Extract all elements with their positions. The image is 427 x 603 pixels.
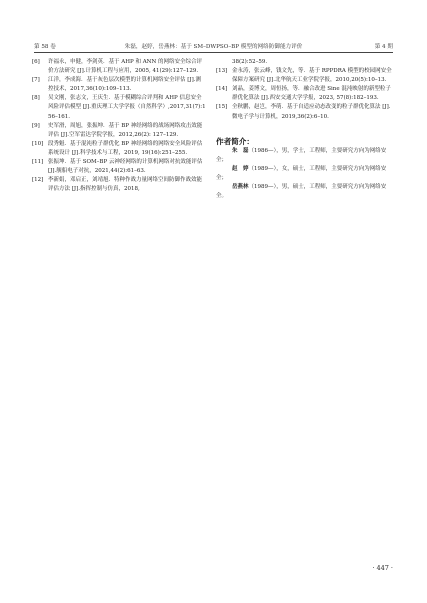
reference-number (216, 58, 232, 67)
author-info: （1986—），男，学士，工程师，主要研究方向为网络安全； (216, 147, 387, 163)
reference-text: 张振坤．基于 SOM–BP 云神经网络的计算机网络对抗效能评估 [J].舰船电子对抗，2021,44(2):61–63. (48, 159, 203, 175)
issue-label: 第 4 期 (374, 44, 393, 50)
author-info: （1989—），男，硕士，工程师，主要研究方向为网络安全。 (216, 184, 387, 200)
reference-item (32, 58, 206, 76)
volume-label: 第 58 卷 (34, 44, 56, 50)
reference-item (216, 67, 392, 85)
reference-text: 金永涛，张云峰，钱文先，等．基于 RPPDRA 模型的校园网安全保障方案研究 [J].北华航天工业学院学报，2010,20(5):10–13. (232, 68, 392, 84)
reference-item (32, 76, 206, 94)
running-header (34, 40, 393, 53)
reference-number: [15] (216, 104, 228, 111)
reference-text: 李新娟，邓启正，刘靖旭．特种作战力量网络空间防御作战效能评估方法 [J].指挥控制与仿真，2018, (48, 177, 203, 193)
author-bio (216, 165, 392, 183)
reference-text: 全秋鹏，赵岂，李萌．基于自适应动态改变的粒子群优化算法 [J].微电子学与计算机，2019,36(2):6–10. (232, 104, 391, 120)
authors-heading: 作者简介： (216, 136, 254, 146)
reference-text: 史军滑，周旭，张振坤．基于 BP 神经网络的战场网络攻击效能评估 [J].空军雷达学院学报，2012,26(2): 127–129. (48, 122, 203, 138)
reference-text: 刘晶，姜博文，周恒扬，等．融合改进 Sine 混沌映射的新型粒子群优化算法 [J].西安交通大学学报，2023, 57(8):182–193. (232, 86, 391, 102)
reference-item (32, 122, 206, 140)
author-name: 岳燕林 (232, 184, 249, 191)
author-bio (216, 183, 392, 201)
reference-item (32, 94, 206, 121)
reference-number: [7] (32, 77, 40, 84)
reference-item (32, 176, 206, 194)
reference-item (216, 85, 392, 103)
reference-number: [11] (32, 159, 44, 166)
reference-text: 38(2):52–59. (232, 59, 268, 65)
reference-item (32, 158, 206, 176)
right-column (216, 58, 392, 201)
page-number: · 447 · (372, 564, 393, 572)
reference-number: [8] (32, 95, 40, 102)
reference-number: [6] (32, 59, 40, 65)
author-name: 朱 磊 (232, 147, 249, 154)
reference-item (216, 58, 392, 67)
reference-number: [14] (216, 86, 228, 93)
reference-number: [9] (32, 122, 40, 129)
reference-text: 吴文刚，张志文，王庆生．基于模糊综合评判和 AHP 信息安全风险评估模型 [J].重庆理工大学学报（自然科学）,2017,31(7):156–161. (48, 95, 206, 120)
left-column (32, 58, 206, 194)
reference-text: 段秀魁．基于混沌粒子群优化 BP 神经网络的网络安全风险评估系统设计 [J].科学技术与工程，2019, 19(16):251–255. (48, 140, 203, 156)
reference-text: 江洋，李成海．基于灰色层次模型的计算机网络安全评估 [J].测控技术，2017,36(10):109–113. (48, 77, 201, 93)
reference-item (216, 103, 392, 121)
reference-number: [13] (216, 68, 228, 75)
author-name: 赵 婷 (232, 165, 249, 172)
author-bio (216, 147, 392, 165)
author-info: （1989—），女，硕士，工程师，主要研究方向为网络安全； (216, 165, 387, 181)
reference-text: 许福永，申健，李剑英．基于 AHP 和 ANN 的网络安全综合评价方法研究 [J].计算机工程与应用，2005, 41(29):127–129. (48, 59, 203, 75)
reference-number: [12] (32, 177, 44, 184)
reference-number: [10] (32, 140, 44, 147)
reference-item (32, 140, 206, 158)
running-title: 朱磊，赵婷，岳燕林：基于 SM–DWPSO–BP 模型的网络防御能力评价 (124, 44, 303, 50)
